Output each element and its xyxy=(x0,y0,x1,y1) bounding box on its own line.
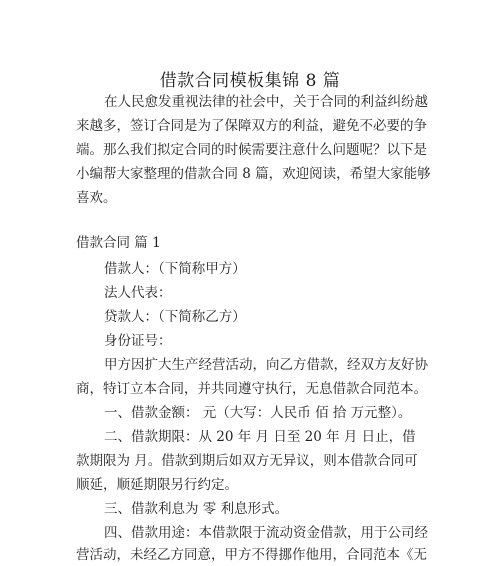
intro-line: 端。那么我们拟定合同的时候需要注意什么问题呢？以下是 xyxy=(76,142,427,158)
party-line-legal-rep: 法人代表： xyxy=(104,285,172,301)
party-line-borrower: 借款人：（下简称甲方） xyxy=(104,261,246,277)
body-line: 顺延，顺延期限另行约定。 xyxy=(76,477,238,493)
clause-amount: 一、借款金额： 元（大写：人民币 佰 拾 万元整）。 xyxy=(104,405,412,421)
body-line: 甲方因扩大生产经营活动，向乙方借款，经双方友好协 xyxy=(104,357,428,373)
intro-line: 喜欢。 xyxy=(76,190,117,206)
intro-line: 在人民愈发重视法律的社会中，关于合同的利益纠纷越 xyxy=(104,94,428,110)
party-line-lender: 贷款人：（下简称乙方） xyxy=(104,309,246,325)
clause-term: 二、借款期限：从 20 年 月 日至 20 年 月 日止，借 xyxy=(104,429,416,445)
document-title: 借款合同模板集锦 8 篇 xyxy=(159,71,341,91)
intro-line: 来越多，签订合同是为了保障双方的利益，避免不必要的争 xyxy=(76,118,427,134)
body-line: 款期限为 月。借款到期后如双方无异议，则本借款合同可 xyxy=(76,453,418,469)
body-line: 营活动，未经乙方同意，甲方不得挪作他用，合同范本《无 xyxy=(76,547,427,563)
clause-interest: 三、借款利息为 零 利息形式。 xyxy=(104,501,289,517)
body-line: 商，特订立本合同，并共同遵守执行，无息借款合同范本。 xyxy=(76,381,427,397)
section-heading: 借款合同 篇 1 xyxy=(76,235,161,251)
intro-line: 小编帮大家整理的借款合同 8 篇，欢迎阅读，希望大家能够 xyxy=(76,166,431,182)
party-line-id-number: 身份证号： xyxy=(104,333,172,349)
clause-purpose: 四、借款用途：本借款限于流动资金借款，用于公司经 xyxy=(104,525,428,541)
